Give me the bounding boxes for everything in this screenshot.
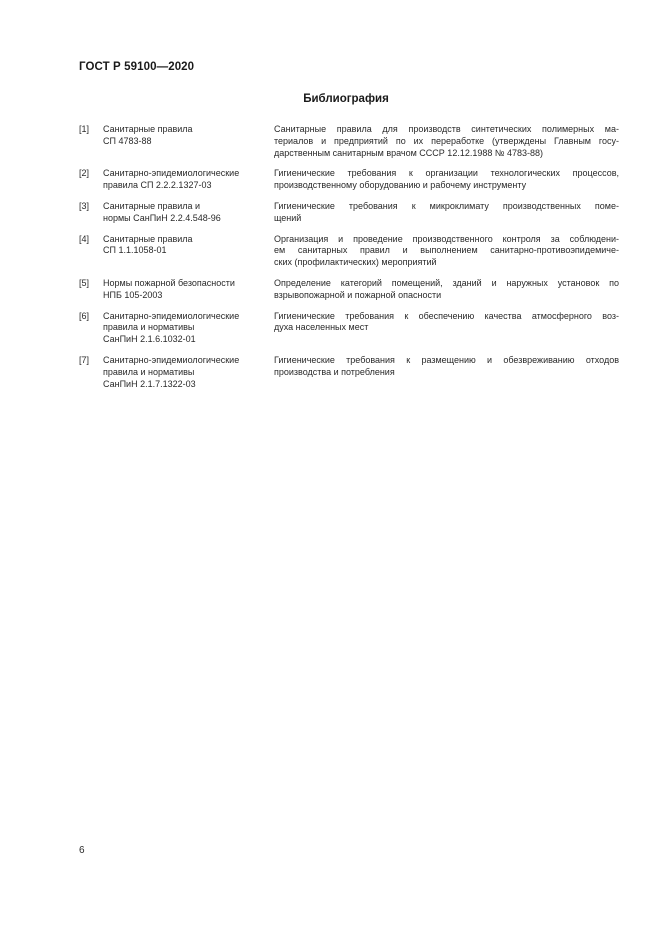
entry-description-line: Гигиенические требования к обеспечению качества атмосферного воз- bbox=[274, 310, 619, 321]
entry-description-line: Гигиенические требования к размещению и обезвреживанию отходов bbox=[274, 354, 619, 365]
entry-document-line: правила и нормативы bbox=[103, 322, 195, 333]
entry-number: [1] bbox=[79, 124, 90, 134]
entry-document-line: Санитарно-эпидемиологические bbox=[103, 310, 240, 321]
entry-description-line: ских (профилактических) мероприятий bbox=[274, 257, 437, 268]
entry-number: [2] bbox=[79, 168, 90, 179]
entry-document bbox=[103, 278, 274, 302]
entry-description-line: Организация и проведение производственного контроля за соблюдени- bbox=[274, 233, 619, 244]
entry-description bbox=[274, 355, 619, 390]
entry-description bbox=[274, 278, 619, 302]
entry-description-line: взрывопожарной и пожарной опасности bbox=[274, 289, 442, 300]
bibliography-entry bbox=[79, 168, 619, 192]
entry-number: [5] bbox=[79, 277, 90, 288]
entry-description-line: Гигиенические требования к микроклимату производственных поме- bbox=[274, 200, 619, 211]
entry-number: [4] bbox=[79, 233, 90, 244]
entry-document-line: Санитарные правила bbox=[103, 124, 193, 134]
bibliography-entry bbox=[79, 201, 619, 225]
entry-description-line: Определение категорий помещений, зданий и наружных установок по bbox=[274, 277, 619, 288]
bibliography-entry bbox=[79, 234, 619, 269]
entry-description bbox=[274, 234, 619, 269]
entry-description-line: производственному оборудованию и рабочему инструменту bbox=[274, 180, 527, 191]
entry-document-line: СанПиН 2.1.6.1032-01 bbox=[103, 334, 196, 345]
bibliography-entry bbox=[79, 124, 619, 159]
entry-document-line: СП 4783-88 bbox=[103, 135, 152, 146]
entry-document-line: правила и нормативы bbox=[103, 366, 195, 377]
entry-description-line: производства и потребления bbox=[274, 366, 395, 377]
entry-description-line: духа населенных мест bbox=[274, 322, 369, 333]
entry-document-line: Санитарно-эпидемиологические bbox=[103, 354, 240, 365]
entry-document bbox=[103, 124, 274, 159]
bibliography-entry bbox=[79, 278, 619, 302]
entry-document bbox=[103, 355, 274, 390]
entry-description bbox=[274, 311, 619, 346]
entry-description-line: териалов и предприятий по их переработке (утверждены Главным госу- bbox=[274, 135, 619, 146]
bibliography-entry bbox=[79, 311, 619, 346]
bibliography-entry bbox=[79, 355, 619, 390]
entry-document-line: Санитарные правила и bbox=[103, 200, 201, 211]
entry-description-line: ем санитарных правил и выполнением санитарно-противоэпидемиче- bbox=[274, 245, 619, 256]
entry-document-line: СанПиН 2.1.7.1322-03 bbox=[103, 378, 196, 389]
entry-document-line: Санитарно-эпидемиологические bbox=[103, 168, 240, 179]
entry-description-line: дарственным санитарным врачом СССР 12.12.1988 № 4783-88) bbox=[274, 147, 544, 158]
entry-document-line: правила СП 2.2.2.1327-03 bbox=[103, 180, 212, 191]
entry-description-line: Санитарные правила для производств синтетических полимерных ма- bbox=[274, 124, 619, 134]
entry-document-line: СП 1.1.1058-01 bbox=[103, 245, 167, 256]
document-code: ГОСТ Р 59100—2020 bbox=[79, 61, 195, 73]
entry-number: [7] bbox=[79, 354, 90, 365]
entry-number: [6] bbox=[79, 310, 90, 321]
page-number: 6 bbox=[79, 845, 85, 856]
section-title: Библиография bbox=[303, 93, 389, 105]
entry-document bbox=[103, 201, 274, 225]
entry-document-line: Нормы пожарной безопасности bbox=[103, 277, 235, 288]
entry-document bbox=[103, 234, 274, 269]
entry-number: [3] bbox=[79, 200, 90, 211]
entry-description bbox=[274, 201, 619, 225]
bibliography-list bbox=[79, 124, 619, 399]
entry-description-line: щений bbox=[274, 212, 302, 223]
entry-document bbox=[103, 311, 274, 346]
entry-description bbox=[274, 168, 619, 192]
entry-description bbox=[274, 124, 619, 159]
entry-document-line: Санитарные правила bbox=[103, 233, 193, 244]
entry-document-line: НПБ 105-2003 bbox=[103, 289, 163, 300]
entry-document-line: нормы СанПиН 2.2.4.548-96 bbox=[103, 212, 221, 223]
entry-description-line: Гигиенические требования к организации технологических процессов, bbox=[274, 168, 619, 179]
entry-document bbox=[103, 168, 274, 192]
